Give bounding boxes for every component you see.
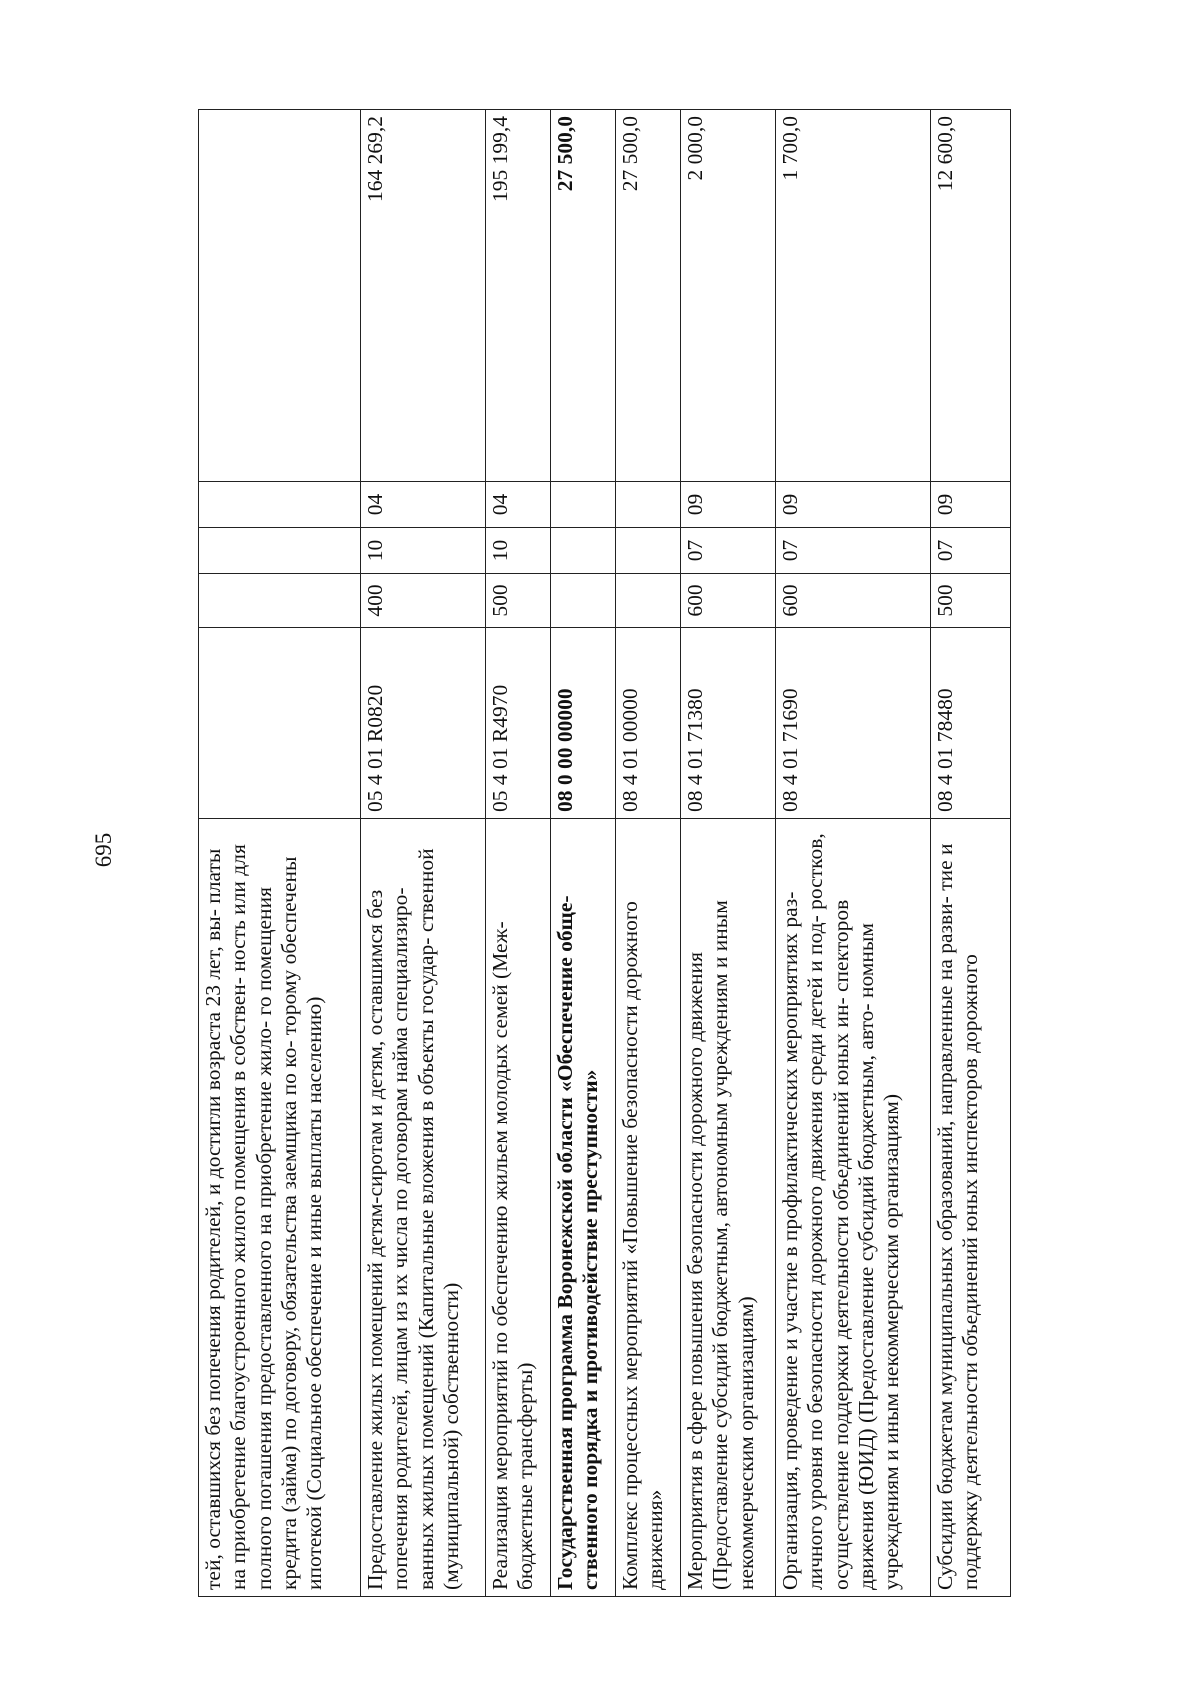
row-csr-code: 05 4 01 R0820 (361, 628, 486, 819)
row-rz-code: 07 (931, 528, 1011, 574)
row-csr-code: 08 4 01 71690 (776, 628, 931, 819)
row-pr-code: 09 (931, 482, 1011, 528)
row-rz-code: 10 (361, 528, 486, 574)
table-row (486, 110, 551, 1597)
table-row (681, 110, 776, 1597)
row-rz-code (616, 528, 681, 574)
row-rz-code: 07 (776, 528, 931, 574)
row-name: Субсидии бюджетам муниципальных образований, направленные на разви- тие и поддержку деятельности объединений юных инспекторов дорожного (931, 819, 1011, 1597)
row-vr-code: 500 (486, 574, 551, 628)
budget-table (198, 109, 1011, 1597)
table-row (361, 110, 486, 1597)
row-amount: 27 500,0 (616, 110, 681, 482)
row-amount: 12 600,0 (931, 110, 1011, 482)
row-vr-code: 600 (776, 574, 931, 628)
row-vr-code: 600 (681, 574, 776, 628)
table-row (931, 110, 1011, 1597)
table-row (616, 110, 681, 1597)
row-amount: 2 000,0 (681, 110, 776, 482)
row-amount: 1 700,0 (776, 110, 931, 482)
row-csr-code: 08 4 01 78480 (931, 628, 1011, 819)
table-row (551, 110, 616, 1597)
row-pr-code: 09 (776, 482, 931, 528)
row-name: Мероприятия в сфере повышения безопасности дорожного движения (Предоставление субсидий бюджетным, автономным учреждениям и иным некоммерческим организациям) (681, 819, 776, 1597)
row-amount (199, 110, 361, 482)
table-row (199, 110, 361, 1597)
row-pr-code: 04 (486, 482, 551, 528)
row-csr-code: 05 4 01 R4970 (486, 628, 551, 819)
row-pr-code (616, 482, 681, 528)
row-csr-code: 08 4 01 71380 (681, 628, 776, 819)
table-rotator (198, 110, 1010, 1597)
row-csr-code (199, 628, 361, 819)
row-rz-code: 07 (681, 528, 776, 574)
row-name: тей, оставшихся без попечения родителей, и достигли возраста 23 лет, вы- платы на приобретение благоустроенного жилого помещения в собствен- ность или для полного погашения предоставленного на приобретение жило- го помещения кредита (займа) по договору, обязательства заемщика по ко- торому обеспечены ипотекой (Социальное обеспечение и иные выплаты населению) (199, 819, 361, 1597)
table-row (776, 110, 931, 1597)
row-amount: 195 199,4 (486, 110, 551, 482)
row-rz-code: 10 (486, 528, 551, 574)
row-csr-code: 08 0 00 00000 (551, 628, 616, 819)
row-name: Государственная программа Воронежской области «Обеспечение обще- ственного порядка и противодействие преступности» (551, 819, 616, 1597)
row-vr-code (551, 574, 616, 628)
row-name: Реализация мероприятий по обеспечению жильем молодых семей (Меж- бюджетные трансферты) (486, 819, 551, 1597)
row-pr-code: 04 (361, 482, 486, 528)
row-vr-code: 500 (931, 574, 1011, 628)
row-rz-code (551, 528, 616, 574)
page-number: 695 (91, 832, 116, 868)
row-pr-code (199, 482, 361, 528)
row-pr-code: 09 (681, 482, 776, 528)
row-amount: 164 269,2 (361, 110, 486, 482)
row-name: Организация, проведение и участие в профилактических мероприятиях раз- личного уровня по безопасности дорожного движения среди детей и под- ростков, осуществление поддержки деятельности объединений юных ин- спекторов движения (ЮИД) (Предоставление субсидий бюджетным, авто- номным учреждениям и иным некоммерческим организациям) (776, 819, 931, 1597)
row-amount: 27 500,0 (551, 110, 616, 482)
row-csr-code: 08 4 01 00000 (616, 628, 681, 819)
row-rz-code (199, 528, 361, 574)
row-vr-code (199, 574, 361, 628)
row-pr-code (551, 482, 616, 528)
row-vr-code: 400 (361, 574, 486, 628)
row-name: Предоставление жилых помещений детям-сиротам и детям, оставшимся без попечения родителей, лицам из их числа по договорам найма специализиро- ванных жилых помещений (Капитальные вложения в объекты государ- ственной (муниципальной) собственности) (361, 819, 486, 1597)
row-name: Комплекс процессных мероприятий «Повышение безопасности дорожного движения» (616, 819, 681, 1597)
row-vr-code (616, 574, 681, 628)
